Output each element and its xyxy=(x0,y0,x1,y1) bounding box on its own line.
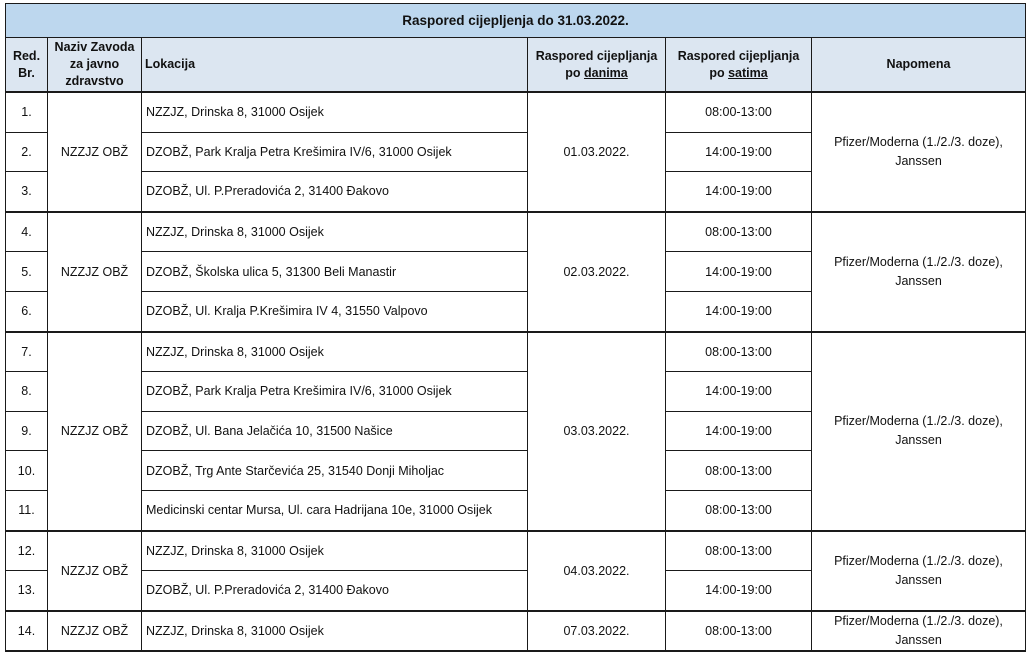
zavod-cell: NZZJZ OBŽ xyxy=(48,332,142,531)
table-row xyxy=(6,92,1026,132)
location-cell: DZOBŽ, Ul. Kralja P.Krešimira IV 4, 31550 Valpovo xyxy=(142,291,528,331)
table-title: Raspored cijepljenja do 31.03.2022. xyxy=(6,4,1026,38)
location-cell: NZZJZ, Drinska 8, 31000 Osijek xyxy=(142,611,528,652)
row-number: 6. xyxy=(6,291,48,331)
zavod-cell: NZZJZ OBŽ xyxy=(48,531,142,611)
time-cell: 08:00-13:00 xyxy=(666,490,812,530)
table-row xyxy=(6,531,1026,571)
row-number: 2. xyxy=(6,132,48,172)
time-cell: 08:00-13:00 xyxy=(666,531,812,571)
location-cell: DZOBŽ, Park Kralja Petra Krešimira IV/6, 31000 Osijek xyxy=(142,132,528,172)
table-row xyxy=(6,212,1026,252)
time-cell: 08:00-13:00 xyxy=(666,332,812,372)
date-cell: 04.03.2022. xyxy=(528,531,666,611)
note-cell: Pfizer/Moderna (1./2./3. doze), Janssen xyxy=(812,531,1026,611)
row-number: 8. xyxy=(6,372,48,412)
time-cell: 08:00-13:00 xyxy=(666,92,812,132)
time-cell: 14:00-19:00 xyxy=(666,172,812,212)
location-cell: DZOBŽ, Ul. P.Preradovića 2, 31400 Đakovo xyxy=(142,571,528,611)
header-po-satima-prefix: po xyxy=(709,65,729,80)
header-red-br: Red. Br. xyxy=(6,38,48,93)
time-cell: 14:00-19:00 xyxy=(666,411,812,451)
table-row xyxy=(6,611,1026,652)
location-cell: NZZJZ, Drinska 8, 31000 Osijek xyxy=(142,531,528,571)
row-number: 4. xyxy=(6,212,48,252)
location-cell: NZZJZ, Drinska 8, 31000 Osijek xyxy=(142,332,528,372)
schedule-table xyxy=(5,3,1026,652)
location-cell: NZZJZ, Drinska 8, 31000 Osijek xyxy=(142,92,528,132)
row-number: 7. xyxy=(6,332,48,372)
time-cell: 08:00-13:00 xyxy=(666,611,812,652)
header-lokacija: Lokacija xyxy=(142,38,528,93)
row-number: 5. xyxy=(6,252,48,292)
time-cell: 14:00-19:00 xyxy=(666,132,812,172)
header-po-satima-underlined: satima xyxy=(728,65,768,80)
schedule-body xyxy=(6,92,1026,651)
location-cell: DZOBŽ, Ul. Bana Jelačića 10, 31500 Našice xyxy=(142,411,528,451)
header-po-danima-line1: Raspored cijepljanja xyxy=(535,48,658,63)
row-number: 14. xyxy=(6,611,48,652)
zavod-cell: NZZJZ OBŽ xyxy=(48,611,142,652)
location-cell: DZOBŽ, Trg Ante Starčevića 25, 31540 Donji Miholjac xyxy=(142,451,528,491)
note-cell: Pfizer/Moderna (1./2./3. doze), Janssen xyxy=(812,92,1026,212)
row-number: 9. xyxy=(6,411,48,451)
header-po-danima-underlined: danima xyxy=(583,65,628,80)
row-number: 11. xyxy=(6,490,48,530)
note-cell: Pfizer/Moderna (1./2./3. doze), Janssen xyxy=(812,332,1026,531)
row-number: 10. xyxy=(6,451,48,491)
table-row xyxy=(6,332,1026,372)
note-cell: Pfizer/Moderna (1./2./3. doze), Janssen xyxy=(812,611,1026,652)
row-number: 13. xyxy=(6,571,48,611)
location-cell: DZOBŽ, Park Kralja Petra Krešimira IV/6, 31000 Osijek xyxy=(142,372,528,412)
zavod-cell: NZZJZ OBŽ xyxy=(48,92,142,212)
date-cell: 02.03.2022. xyxy=(528,212,666,332)
date-cell: 07.03.2022. xyxy=(528,611,666,652)
location-cell: Medicinski centar Mursa, Ul. cara Hadrijana 10e, 31000 Osijek xyxy=(142,490,528,530)
row-number: 12. xyxy=(6,531,48,571)
header-napomena: Napomena xyxy=(812,38,1026,93)
location-cell: DZOBŽ, Ul. P.Preradovića 2, 31400 Đakovo xyxy=(142,172,528,212)
time-cell: 14:00-19:00 xyxy=(666,571,812,611)
time-cell: 14:00-19:00 xyxy=(666,252,812,292)
header-po-satima xyxy=(666,38,812,93)
date-cell: 01.03.2022. xyxy=(528,92,666,212)
time-cell: 08:00-13:00 xyxy=(666,212,812,252)
header-po-danima xyxy=(528,38,666,93)
header-po-satima-line1: Raspored cijepljanja xyxy=(677,48,800,63)
row-number: 1. xyxy=(6,92,48,132)
note-cell: Pfizer/Moderna (1./2./3. doze), Janssen xyxy=(812,212,1026,332)
header-po-danima-prefix: po xyxy=(565,65,584,80)
location-cell: NZZJZ, Drinska 8, 31000 Osijek xyxy=(142,212,528,252)
row-number: 3. xyxy=(6,172,48,212)
time-cell: 14:00-19:00 xyxy=(666,372,812,412)
time-cell: 08:00-13:00 xyxy=(666,451,812,491)
location-cell: DZOBŽ, Školska ulica 5, 31300 Beli Manastir xyxy=(142,252,528,292)
date-cell: 03.03.2022. xyxy=(528,332,666,531)
zavod-cell: NZZJZ OBŽ xyxy=(48,212,142,332)
header-zavod: Naziv Zavoda za javno zdravstvo xyxy=(48,38,142,93)
time-cell: 14:00-19:00 xyxy=(666,291,812,331)
